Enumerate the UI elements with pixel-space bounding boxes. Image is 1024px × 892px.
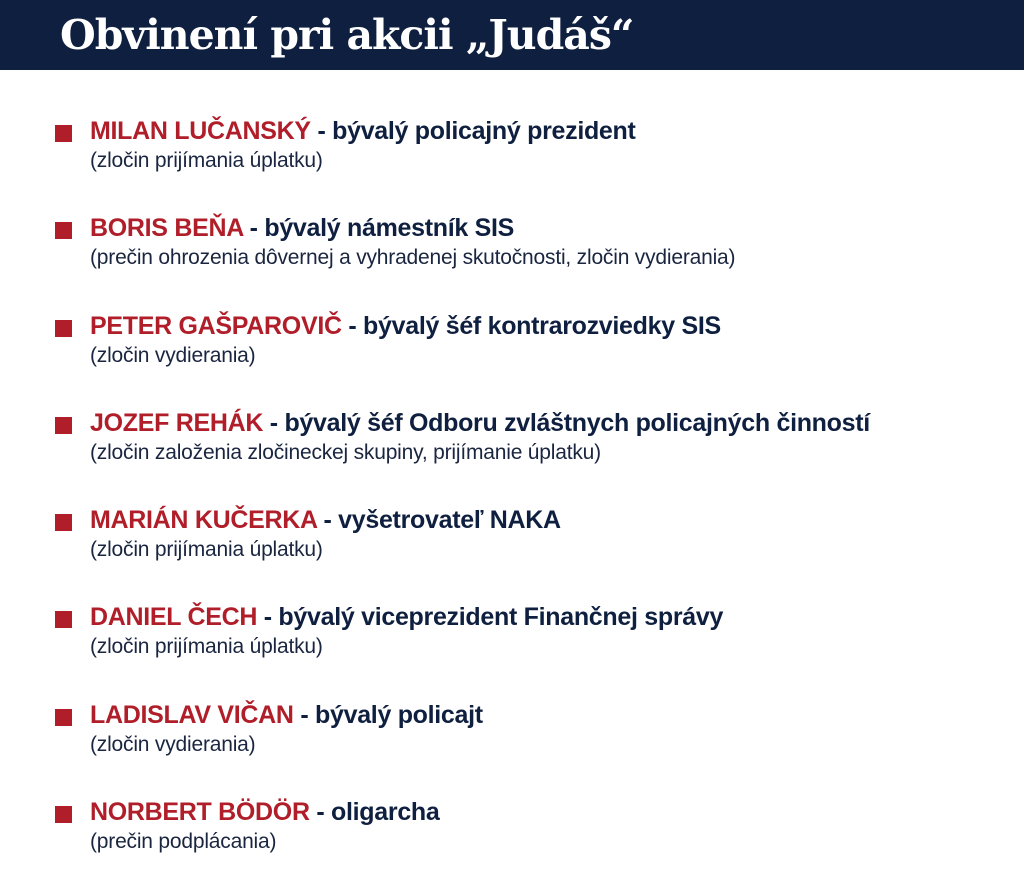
person-role: vyšetrovateľ NAKA bbox=[338, 506, 561, 535]
person-charge: (prečin podplácania) bbox=[90, 830, 277, 854]
header-bar bbox=[0, 0, 1024, 70]
person-charge: (zločin založenia zločineckej skupiny, prijímanie úplatku) bbox=[90, 440, 601, 464]
person-role: bývalý šéf kontrarozviedky SIS bbox=[363, 311, 721, 340]
person-line bbox=[90, 698, 483, 732]
person-charge: (prečin ohrozenia dôvernej a vyhradenej skutočnosti, zločin vydierania) bbox=[90, 246, 736, 270]
list-item bbox=[0, 698, 1024, 795]
separator: - bbox=[316, 506, 339, 535]
square-bullet-icon bbox=[55, 611, 72, 628]
list-item bbox=[0, 503, 1024, 600]
person-name: JOZEF REHÁK bbox=[90, 408, 264, 437]
person-charge: (zločin prijímania úplatku) bbox=[90, 149, 323, 172]
person-line bbox=[90, 114, 636, 148]
person-charge: (zločin vydierania) bbox=[90, 732, 256, 756]
list-item bbox=[0, 600, 1024, 697]
square-bullet-icon bbox=[55, 222, 72, 239]
person-line bbox=[90, 211, 514, 245]
separator: - bbox=[257, 603, 279, 632]
separator: - bbox=[309, 798, 332, 827]
person-name: NORBERT BÖDÖR bbox=[90, 798, 310, 827]
person-role: oligarcha bbox=[331, 798, 440, 827]
separator: - bbox=[341, 311, 364, 340]
square-bullet-icon bbox=[55, 709, 72, 726]
person-name: MILAN LUČANSKÝ bbox=[90, 117, 311, 145]
person-line bbox=[90, 795, 440, 829]
person-charge: (zločin prijímania úplatku) bbox=[90, 538, 323, 562]
square-bullet-icon bbox=[55, 806, 72, 823]
person-line bbox=[90, 503, 561, 537]
person-line bbox=[90, 600, 723, 634]
square-bullet-icon bbox=[55, 514, 72, 531]
person-charge: (zločin prijímania úplatku) bbox=[90, 635, 323, 659]
separator: - bbox=[310, 117, 333, 145]
person-role: bývalý policajný prezident bbox=[332, 117, 636, 145]
separator: - bbox=[263, 408, 285, 437]
person-line bbox=[90, 309, 721, 343]
square-bullet-icon bbox=[55, 125, 72, 142]
accused-list bbox=[0, 114, 1024, 892]
list-item bbox=[0, 211, 1024, 308]
person-role: bývalý viceprezident Finančnej správy bbox=[278, 603, 724, 632]
person-name: MARIÁN KUČERKA bbox=[90, 506, 317, 535]
person-charge: (zločin vydierania) bbox=[90, 343, 256, 367]
list-item bbox=[0, 309, 1024, 406]
separator: - bbox=[293, 700, 316, 729]
person-role: bývalý policajt bbox=[315, 700, 483, 729]
person-role: bývalý šéf Odboru zvláštnych policajných činností bbox=[284, 408, 870, 437]
list-item bbox=[0, 795, 1024, 892]
person-name: LADISLAV VIČAN bbox=[90, 700, 294, 729]
page-title: Obvinení pri akcii „Judáš“ bbox=[60, 11, 634, 59]
square-bullet-icon bbox=[55, 417, 72, 434]
list-item bbox=[0, 406, 1024, 503]
person-name: DANIEL ČECH bbox=[90, 603, 258, 632]
list-item bbox=[0, 114, 1024, 211]
square-bullet-icon bbox=[55, 320, 72, 337]
person-name: BORIS BEŇA bbox=[90, 214, 244, 243]
separator: - bbox=[243, 214, 265, 243]
person-role: bývalý námestník SIS bbox=[264, 214, 515, 243]
person-line bbox=[90, 406, 870, 440]
person-name: PETER GAŠPAROVIČ bbox=[90, 311, 342, 340]
